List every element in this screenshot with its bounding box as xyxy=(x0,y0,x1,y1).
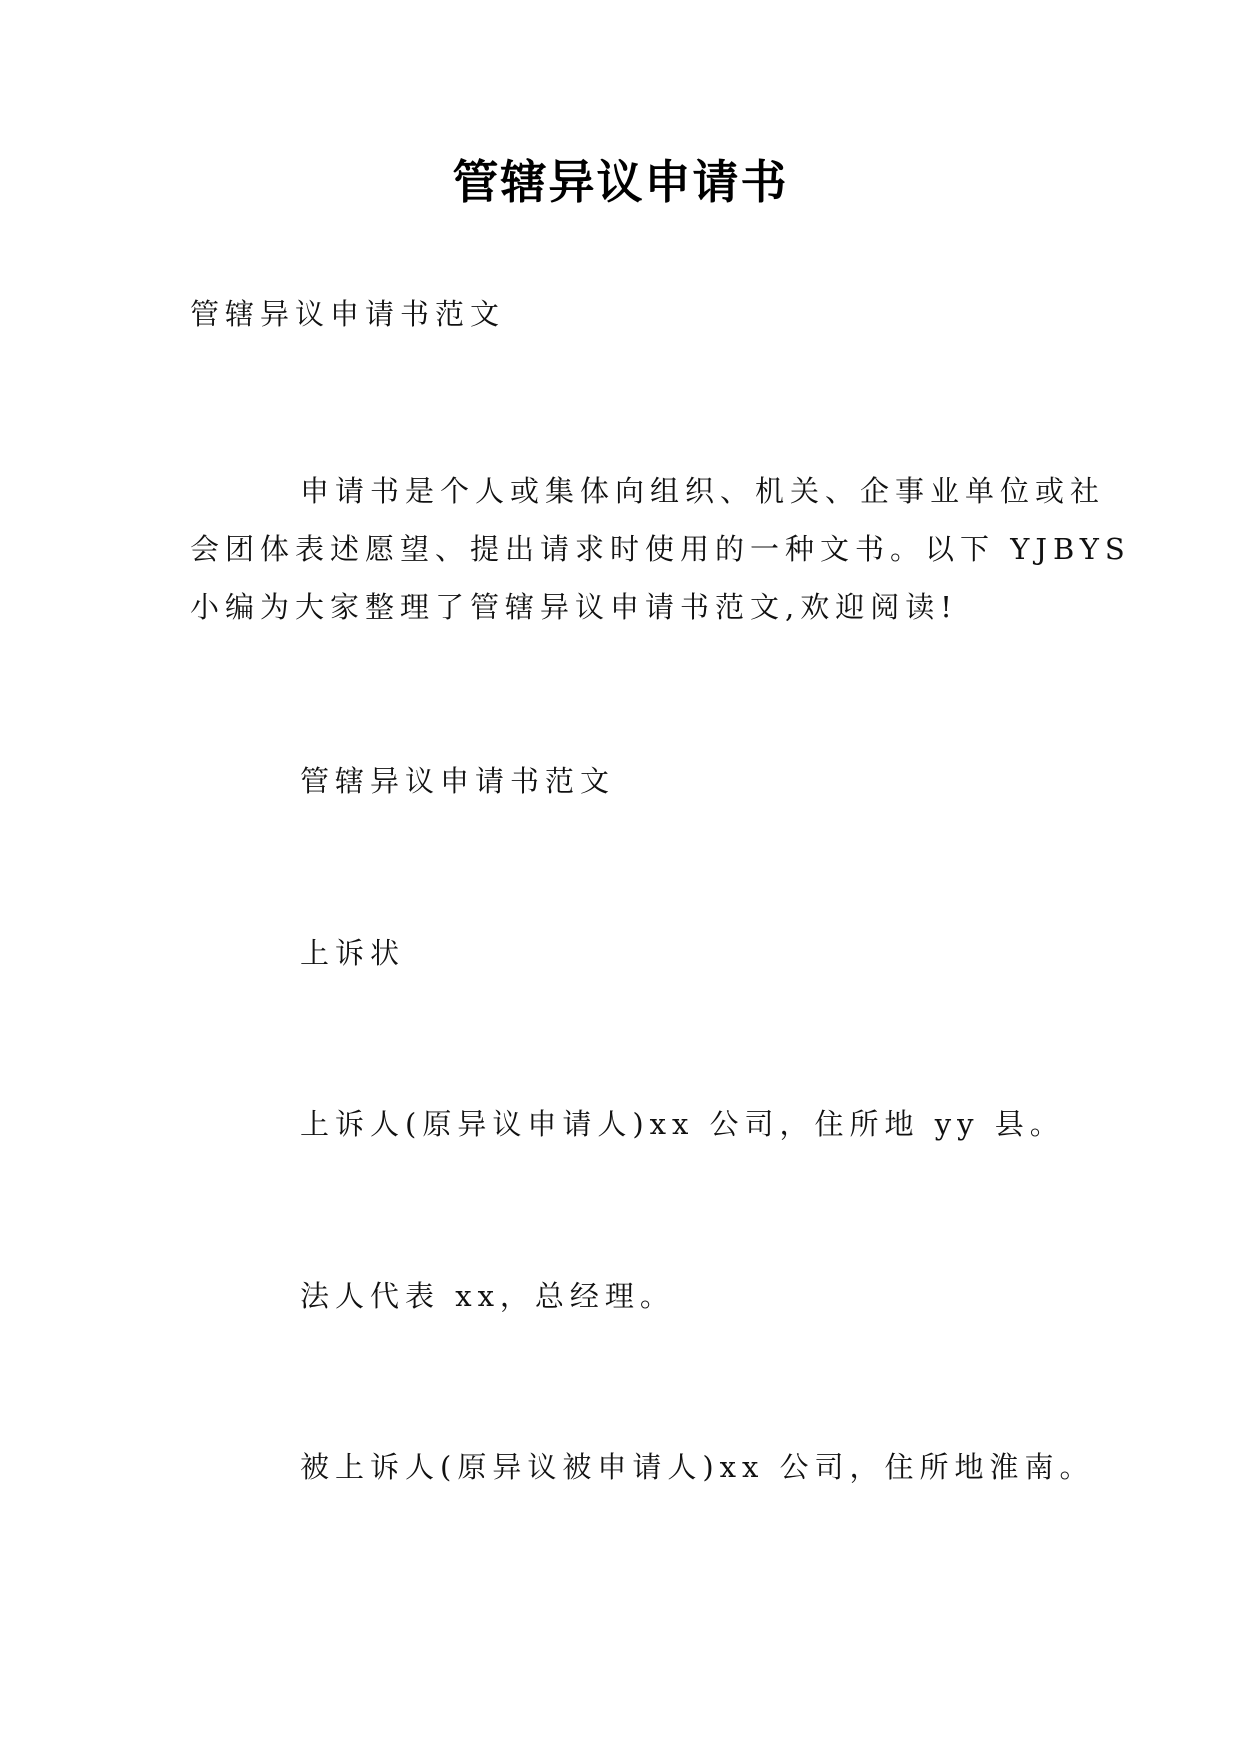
document-title: 管辖异议申请书 xyxy=(452,155,789,209)
intro-paragraph xyxy=(190,462,1131,636)
doc-type-label: 上诉状 xyxy=(300,936,406,970)
document-subtitle: 管辖异议申请书范文 xyxy=(190,297,506,331)
intro-line-1: 申请书是个人或集体向组织、机关、企事业单位或社 xyxy=(300,474,1106,508)
appellee-line: 被上诉人(原异议被申请人)xx 公司，住所地淮南。 xyxy=(300,1450,1095,1484)
legal-rep-line: 法人代表 xx，总经理。 xyxy=(300,1279,675,1313)
appellant-line: 上诉人(原异议申请人)xx 公司，住所地 yy 县。 xyxy=(300,1107,1065,1141)
intro-line-3: 小编为大家整理了管辖异议申请书范文,欢迎阅读! xyxy=(190,590,958,624)
intro-line-2: 会团体表述愿望、提出请求时使用的一种文书。以下 YJBYS xyxy=(190,532,1131,566)
section-heading: 管辖异议申请书范文 xyxy=(300,764,616,798)
